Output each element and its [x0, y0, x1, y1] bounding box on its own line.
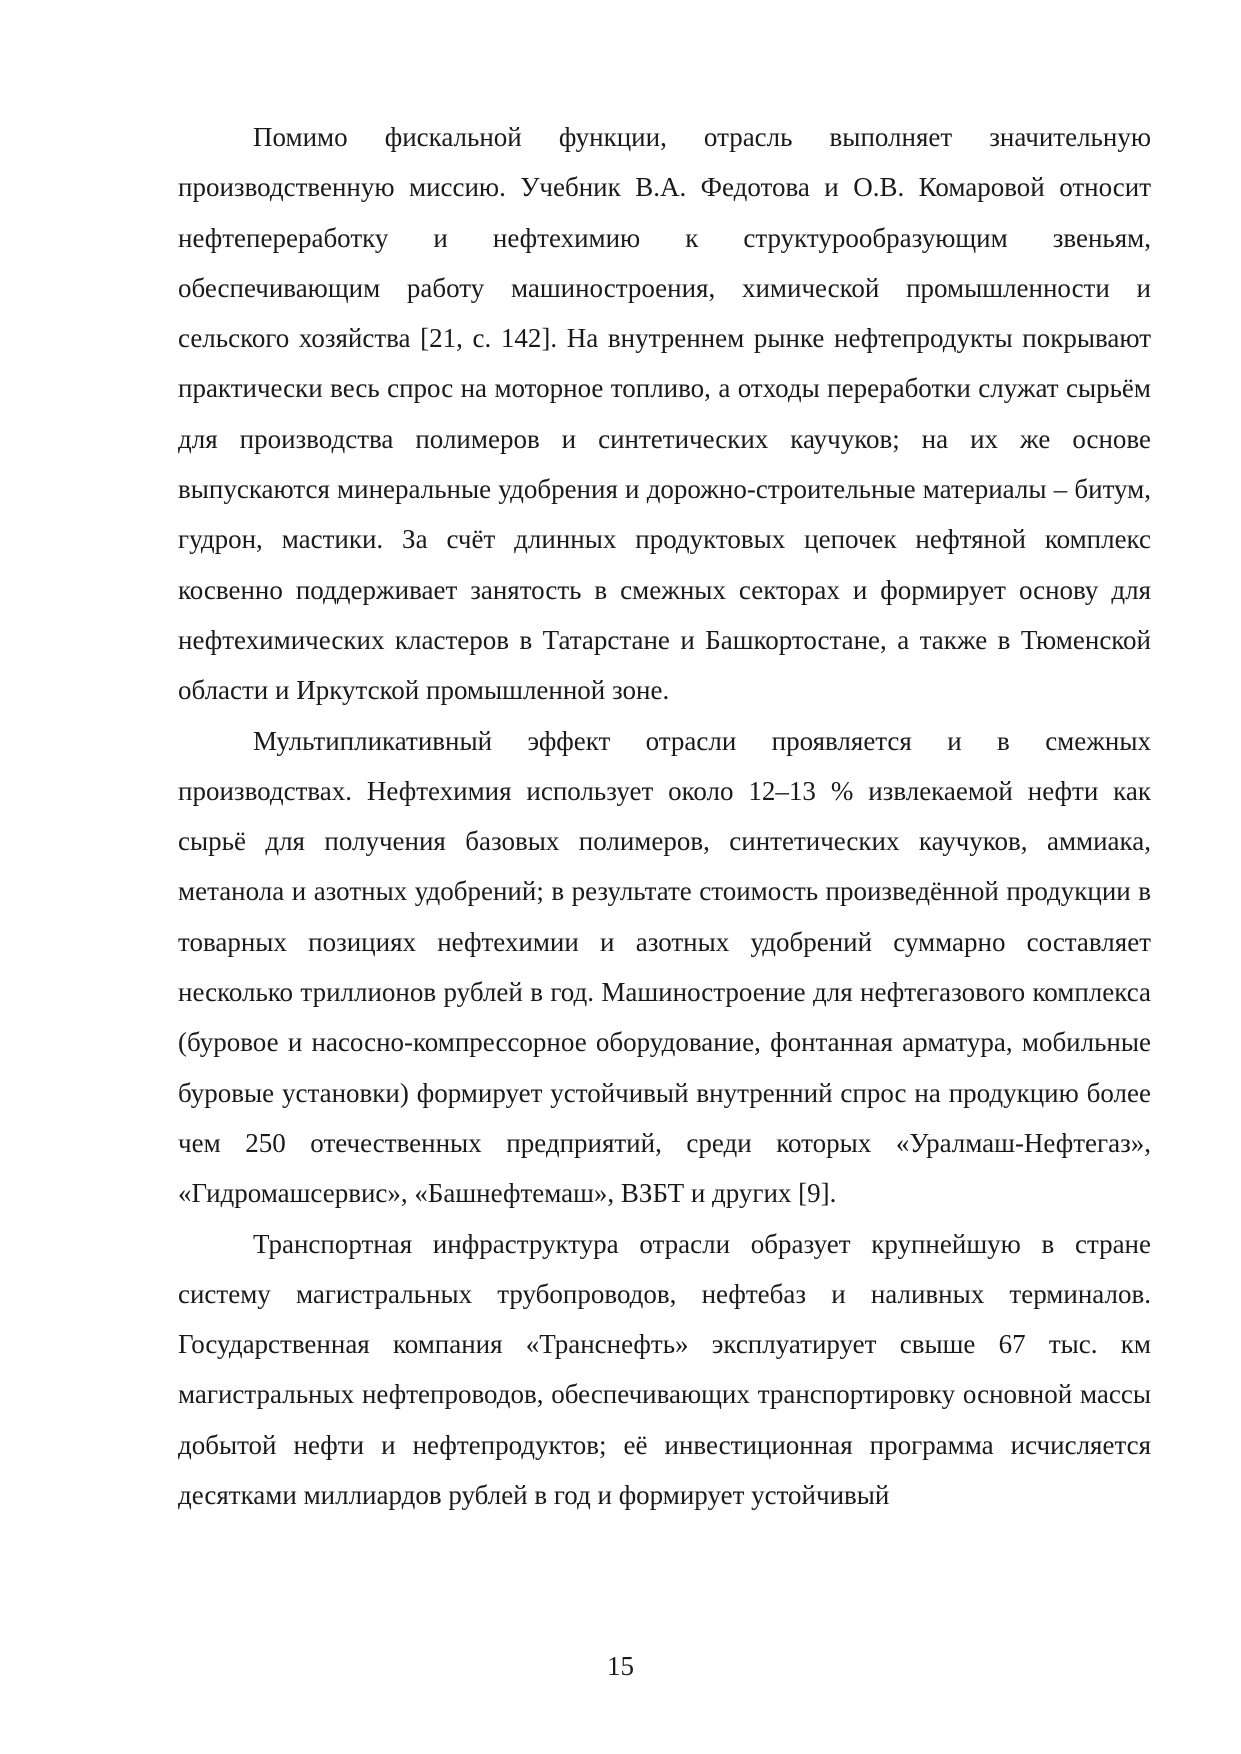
paragraph-3: Транспортная инфраструктура отрасли образует крупнейшую в стране систему магистральных трубопроводов, нефтебаз и наливных терминалов. Государственная компания «Транснефть» эксплуатирует свыше 67 тыс. км магистральных нефтепроводов, обеспечивающих транспортировку основной массы добытой нефти и нефтепродуктов; её инвестиционная программа исчисляется десятками миллиардов рублей в год и формирует устойчивый — [178, 1228, 1151, 1511]
paragraph-1: Помимо фискальной функции, отрасль выполняет значительную производственную миссию. Учебник В.А. Федотова и О.В. Комаровой относит нефтепереработку и нефтехимию к структурообразующим звеньям, обеспечивающим работу машиностроения, химической промышленности и сельского хозяйства [21, с. 142]. На внутреннем рынке нефтепродукты покрывают практически весь спрос на моторное топливо, а отходы переработки служат сырьём для производства полимеров и синтетических каучуков; на их же основе выпускаются минеральные удобрения и дорожно-строительные материалы – битум, гудрон, мастики. За счёт длинных продуктовых цепочек нефтяной комплекс косвенно поддерживает занятость в смежных секторах и формирует основу для нефтехимических кластеров в Татарстане и Башкортостане, а также в Тюменской области и Иркутской промышленной зоне. — [178, 122, 1151, 706]
paragraph-2: Мультипликативный эффект отрасли проявляется и в смежных производствах. Нефтехимия использует около 12–13 % извлекаемой нефти как сырьё для получения базовых полимеров, синтетических каучуков, аммиака, метанола и азотных удобрений; в результате стоимость произведённой продукции в товарных позициях нефтехимии и азотных удобрений суммарно составляет несколько триллионов рублей в год. Машиностроение для нефтегазового комплекса (буровое и насосно-компрессорное оборудование, фонтанная арматура, мобильные буровые установки) формирует устойчивый внутренний спрос на продукцию более чем 250 отечественных предприятий, среди которых «Уралмаш-Нефтегаз», «Гидромашсервис», «Башнефтемаш», ВЗБТ и других [9]. — [178, 725, 1151, 1209]
body-text — [178, 112, 1151, 1520]
page-number: 15 — [607, 1651, 634, 1681]
